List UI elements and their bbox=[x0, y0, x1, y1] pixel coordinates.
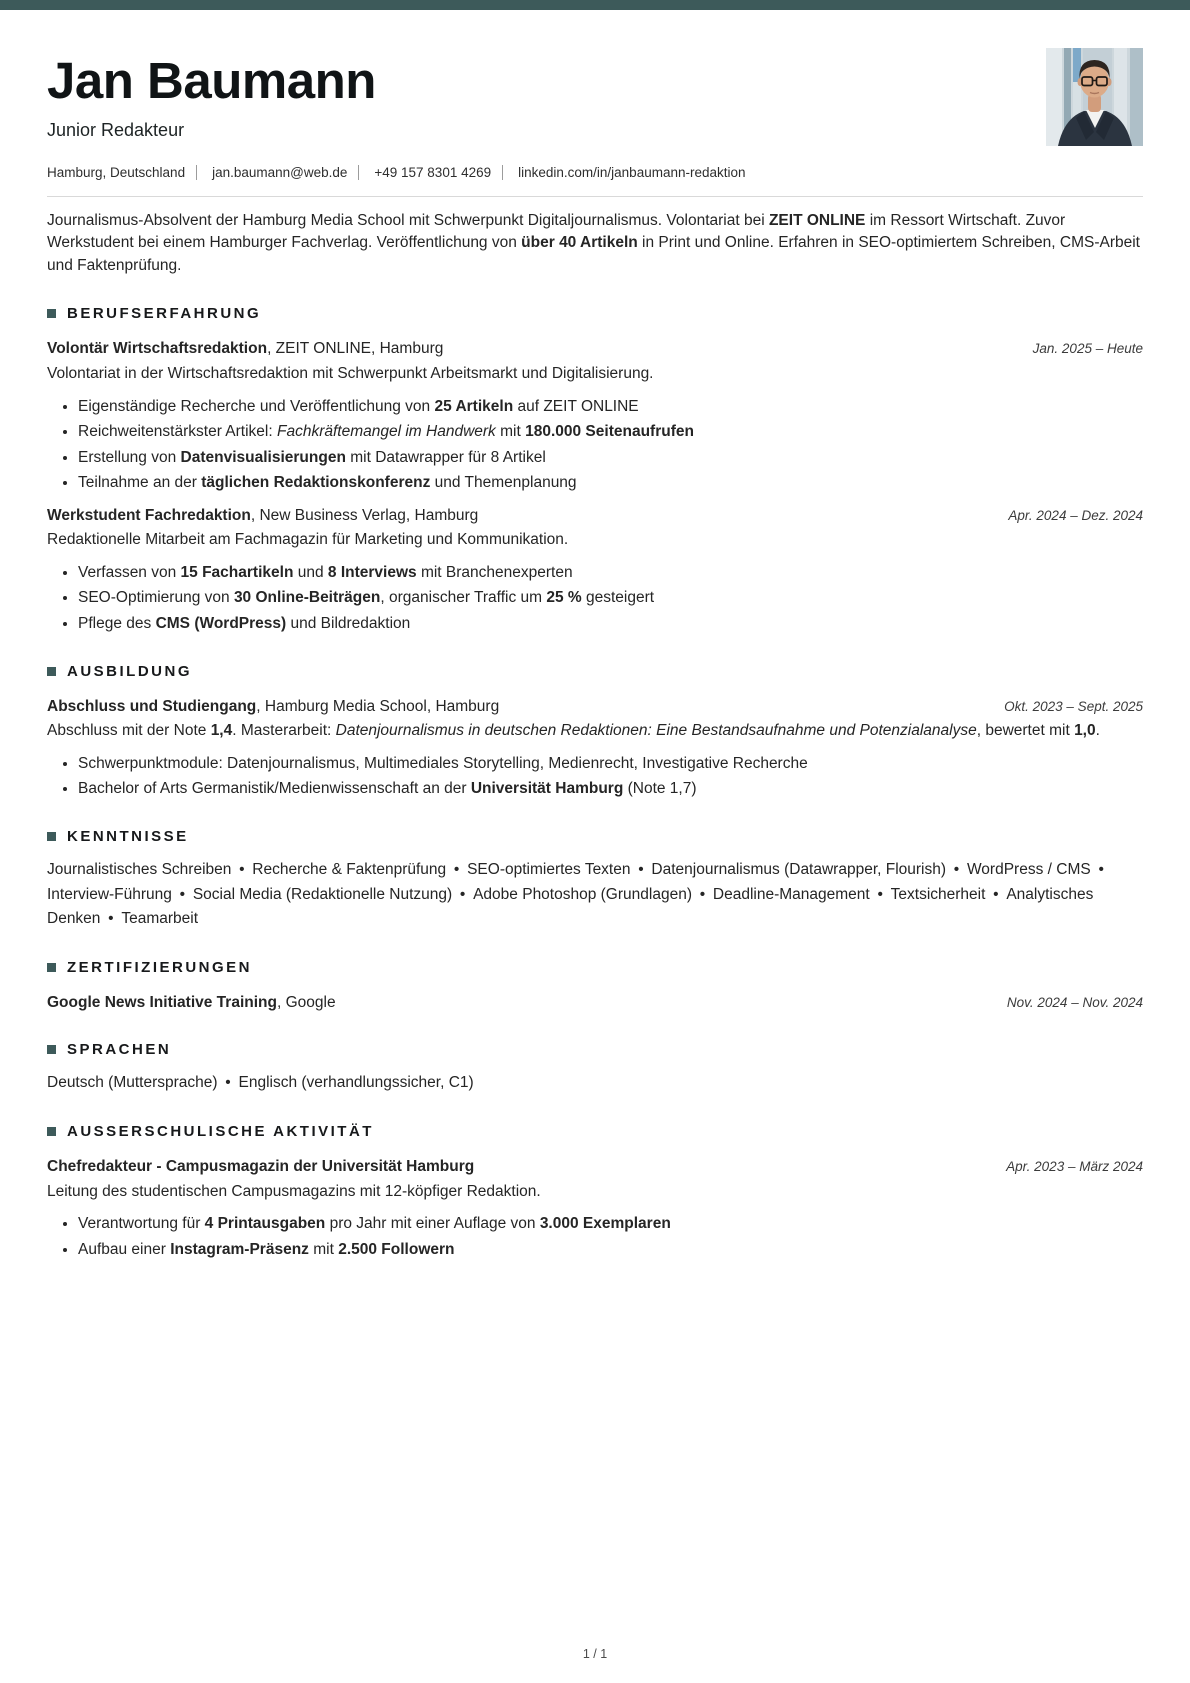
activity-entry bbox=[47, 1155, 1143, 1261]
section-marker-icon bbox=[47, 1045, 56, 1054]
entry-heading: Google News Initiative Training, Google bbox=[47, 994, 336, 1012]
page-content bbox=[0, 10, 1190, 1262]
section-kenntnisse bbox=[47, 828, 1143, 932]
section-marker-icon bbox=[47, 667, 56, 676]
contact-separator bbox=[358, 165, 359, 180]
bullet-item: • Reichweitenstärkster Artikel: Fachkräftemangel im Handwerk mit 180.000 Seitenaufrufen bbox=[78, 420, 1143, 444]
experience-entry bbox=[47, 504, 1143, 636]
entry-description: Abschluss mit der Note 1,4. Masterarbeit: Datenjournalismus in deutschen Redaktionen: Eine Bestandsaufnahme und Potenzialanalyse, bewertet mit 1,0. bbox=[47, 721, 1100, 739]
entry-bullets bbox=[47, 395, 1143, 495]
languages-list: Deutsch (Muttersprache) • Englisch (verhandlungssicher, C1) bbox=[47, 1074, 474, 1092]
section-zertifizierungen bbox=[47, 959, 1143, 1014]
bullet-item: • Eigenständige Recherche und Veröffentlichung von 25 Artikeln auf ZEIT ONLINE bbox=[78, 395, 1143, 419]
entry-heading: Abschluss und Studiengang, Hamburg Media School, Hamburg bbox=[47, 697, 500, 715]
section-ausbildung bbox=[47, 663, 1143, 801]
education-entry bbox=[47, 695, 1143, 801]
section-title-label: SPRACHEN bbox=[67, 1041, 172, 1059]
skills-list: Journalistisches Schreiben • Recherche & Faktenprüfung • SEO-optimiertes Texten • Datenjournalismus (Datawrapper, Flourish) • WordPress / CMS • Interview-Führung • Social Media (Redaktionelle Nutzung) • Adobe Photoshop (Grundlagen) • Deadline-Management • Textsicherheit • Analytisches Denken • Teamarbeit bbox=[47, 860, 1112, 928]
entry-header bbox=[47, 337, 1143, 360]
candidate-job-title: Junior Redakteur bbox=[47, 119, 185, 140]
header-text-block bbox=[47, 42, 746, 180]
section-ausserschulische-aktivitaet bbox=[47, 1123, 1143, 1261]
bullet-item: • Pflege des CMS (WordPress) und Bildredaktion bbox=[78, 612, 1143, 636]
contact-separator bbox=[502, 165, 503, 180]
entry-date: Nov. 2024 – Nov. 2024 bbox=[1006, 995, 1143, 1011]
section-title bbox=[47, 828, 1143, 845]
bullet-item: • Bachelor of Arts Germanistik/Medienwissenschaft an der Universität Hamburg (Note 1,7) bbox=[78, 777, 1143, 801]
entry-heading: Werkstudent Fachredaktion, New Business Verlag, Hamburg bbox=[47, 506, 479, 524]
contact-email[interactable]: jan.baumann@web.de bbox=[212, 164, 348, 180]
section-title-label: AUSBILDUNG bbox=[67, 662, 192, 680]
entry-heading: Volontär Wirtschaftsredaktion, ZEIT ONLINE, Hamburg bbox=[47, 340, 444, 358]
section-title-label: ZERTIFIZIERUNGEN bbox=[67, 959, 252, 977]
contact-phone: +49 157 8301 4269 bbox=[374, 164, 492, 180]
entry-heading: Chefredakteur - Campusmagazin der Universität Hamburg bbox=[47, 1158, 475, 1176]
entry-description: Redaktionelle Mitarbeit am Fachmagazin für Marketing und Kommunikation. bbox=[47, 530, 569, 548]
bullet-item: • Schwerpunktmodule: Datenjournalismus, Multimediales Storytelling, Medienrecht, Investigative Recherche bbox=[78, 752, 1143, 776]
bullet-item: • Teilnahme an der täglichen Redaktionskonferenz und Themenplanung bbox=[78, 471, 1143, 495]
contact-linkedin[interactable]: linkedin.com/in/janbaumann-redaktion bbox=[518, 164, 746, 180]
header-divider bbox=[47, 196, 1143, 197]
profile-photo-image bbox=[1046, 48, 1143, 146]
bullet-item: • Aufbau einer Instagram-Präsenz mit 2.500 Followern bbox=[78, 1238, 1143, 1262]
profile-photo bbox=[1046, 48, 1143, 146]
entry-date: Apr. 2024 – Dez. 2024 bbox=[1008, 507, 1143, 523]
entry-bullets bbox=[47, 1212, 1143, 1261]
section-title bbox=[47, 663, 1143, 680]
entry-header bbox=[47, 1155, 1143, 1178]
experience-entry bbox=[47, 337, 1143, 494]
section-marker-icon bbox=[47, 832, 56, 841]
section-title bbox=[47, 959, 1143, 976]
entry-description: Volontariat in der Wirtschaftsredaktion mit Schwerpunkt Arbeitsmarkt und Digitalisierung. bbox=[47, 364, 654, 382]
section-title-label: BERUFSERFAHRUNG bbox=[67, 305, 262, 323]
bullet-item: • Verfassen von 15 Fachartikeln und 8 Interviews mit Branchenexperten bbox=[78, 561, 1143, 585]
contact-row bbox=[47, 165, 746, 180]
entry-header bbox=[47, 504, 1143, 527]
section-berufserfahrung bbox=[47, 305, 1143, 635]
section-title bbox=[47, 1123, 1143, 1140]
candidate-name: Jan Baumann bbox=[47, 52, 376, 109]
entry-date: Okt. 2023 – Sept. 2025 bbox=[1004, 698, 1143, 714]
section-title bbox=[47, 305, 1143, 322]
section-title-label: AUSSERSCHULISCHE AKTIVITÄT bbox=[67, 1123, 374, 1141]
top-accent-bar bbox=[0, 0, 1190, 10]
section-sprachen bbox=[47, 1041, 1143, 1096]
section-marker-icon bbox=[47, 309, 56, 318]
entry-header bbox=[47, 695, 1143, 718]
contact-location: Hamburg, Deutschland bbox=[47, 164, 186, 180]
entry-description: Leitung des studentischen Campusmagazins mit 12-köpfiger Redaktion. bbox=[47, 1182, 541, 1200]
section-marker-icon bbox=[47, 963, 56, 972]
section-title-label: KENNTNISSE bbox=[67, 827, 189, 845]
section-title bbox=[47, 1041, 1143, 1058]
section-marker-icon bbox=[47, 1127, 56, 1136]
entry-date: Jan. 2025 – Heute bbox=[1032, 341, 1143, 357]
summary-text: Journalismus-Absolvent der Hamburg Media School mit Schwerpunkt Digitaljournalismus. Volontariat bei ZEIT ONLINE im Ressort Wirtschaft. Zuvor Werkstudent bei einem Hamburger Fachverlag. Veröffentlichung von über 40 Artikeln in Print und Online. Erfahren in SEO-optimiertem Schreiben, CMS-Arbeit und Faktenprüfung. bbox=[47, 211, 1140, 275]
bullet-item: • Verantwortung für 4 Printausgaben pro Jahr mit einer Auflage von 3.000 Exemplaren bbox=[78, 1212, 1143, 1236]
entry-bullets bbox=[47, 561, 1143, 636]
certification-entry bbox=[47, 991, 1143, 1014]
entry-date: Apr. 2023 – März 2024 bbox=[1006, 1159, 1143, 1175]
page-indicator: 1 / 1 bbox=[582, 1647, 608, 1661]
bullet-item: • SEO-Optimierung von 30 Online-Beiträgen, organischer Traffic um 25 % gesteigert bbox=[78, 586, 1143, 610]
contact-separator bbox=[196, 165, 197, 180]
header bbox=[47, 42, 1143, 180]
entry-bullets bbox=[47, 752, 1143, 801]
entry-header bbox=[47, 991, 1143, 1014]
bullet-item: • Erstellung von Datenvisualisierungen mit Datawrapper für 8 Artikel bbox=[78, 446, 1143, 470]
